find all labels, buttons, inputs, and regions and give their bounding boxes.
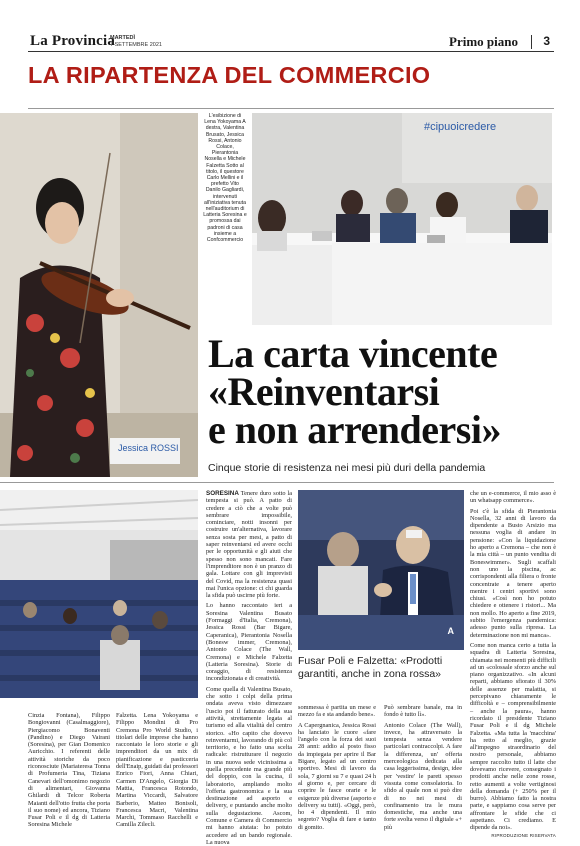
photo-violinist — [0, 113, 198, 477]
page-number: 3 — [543, 34, 550, 48]
middle-rule — [0, 482, 554, 483]
issue-day: 7 SETTEMBRE 2021 — [110, 41, 162, 48]
section-name: Primo piano — [449, 34, 518, 49]
article-col1-p2: Lo hanno raccontato ieri a Soresina Valentina Busato (Formaggi d'Italia, Cremona), Jessica Rossi (Bar Bigare, Caperanica), Pierantonia Nosella (Bonesw immer, Cremona), Antonio Colace (The Wall, Cremona) e Michele Falzetta (Latteria Soresina). Storie di coraggio, di resistenza incondizionata e di creatività. — [206, 602, 292, 683]
bottom-caption-mid: Falzetta. Lena Yokoyama e Filippo Mondini di Pro Cremona Pro World Studio, i titolari delle imprese che hanno raccontato le loro storie e gli imprenditori da un mix di pianificazione e pasticceria dell'Enaip, guidati dai professori Enrico Fiori, Anna Chiari, Carmen D'Angelo, Giorgia Di Mattia, Francesca Rotondo, Martina Viccardi, Salvatore Barberio, Matteo Bonisoli, Francesca Macri, Valentina Marchi, Tommaso Racchelli e Camilla Zilecli. — [116, 712, 198, 829]
newspaper-logo: La Provincia — [30, 33, 116, 49]
subheadline: Cinque storie di resistenza nei mesi più duri della pandemia — [208, 462, 486, 474]
photo-officials — [298, 490, 464, 650]
bottom-caption-left: Cinzia Fontana), Filippo Bongiovanni (Casalmaggiore), Piergiacomo Bonaventi (Pandino) e Diego Vairani (Soresina), per Gian Domenico Auricchio. I referenti delle attività storiche da poco riconosciute (Mariateresa Tonna di Profumeria Tina, Tiziana Canevari dell'omonimo negozio di alimentari, Giovanna Ghilardi di Telcor Roberta Maianti dell'otto frutta che porta il suo nome) ed ancora, Tiziano Fusar Poli e il dg di Latteria Soresina Michele — [28, 712, 110, 829]
photo-caption-side: L'esibizione di Lena Yokoyama A destra, Valentina Brusato, Jessica Rossi, Antonio Colace, Pierantonia Nosella e Michele Falzetta Sotto al titolo, il questore Carlo Mellini e il prefetto Vito Danilo Gagliardi, intervenuti all'iniziativa tenuta nell'auditorium di Latteria Soresina e promossa dai padroni di casa insieme a Confcommercio — [203, 113, 247, 244]
violinist-illustration — [0, 113, 198, 477]
article-col2-p2: A Capergnanica, Jessica Rossi ha lanciato le cuore «fare l'angelo con la forza dei suoi 28 anni: addio al posto fisso da impiegata per aprire il Bar Bigare, legato ad un centro sportivo. Mesi di lavoro da sola, 7 giorni su 7 e quasi 24 h al giorno e, per cercare di coprire le fasce orarie e le esigenze più diverse (asporto e delivery su tutti). «Oggi, però, ho 4 dipendenti. Il mio segreto? Voglia di fare e tanto di gomito. — [298, 721, 376, 831]
officials-illustration — [298, 490, 464, 650]
photo-letter-marker: A — [447, 626, 454, 636]
article-col4-p3: Come non manca certo a tutta la squadra di Latteria Soresina, chiamata nei momenti più difficili ad un «colossale sforzo anche sul piano organizzativo. «In alcuni reparti, abbiamo sfiorato il 30% delle assenze per malattia, si percepivano chiaramente le difficoltà e – comprensibilmente – anche la paura», hanno ricordato il presidente Tiziano Fusar Poli e il dg Michele Falzetta. «Ma tutta la 'macchina' ha retto al meglio, grazie all'impegno straordinario del nostro personale, abbiamo sempre raccolto tutto il latte che dovevamo ricevere, consegnato i prodotti anche nelle zone rosse, retto aumenti a volte vertiginosi della domanda (+ 250% per il burro). Abbiamo fatto la nostra parte, e sappiamo cosa serve per affrontare le sfide che ci aspettano. Ci crediamo. E dipende da noi». — [470, 641, 556, 832]
section-kicker: LA RIPARTENZA DEL COMMERCIO — [28, 62, 431, 88]
auditorium-illustration — [0, 490, 198, 698]
article-column-4 — [470, 490, 556, 839]
headline-line-1: La carta vincente — [208, 331, 498, 376]
article-col3-p1: Può sembrare banale, ma in fondo è tutto lì». — [384, 704, 462, 719]
headline-line-3: e non arrendersi» — [208, 407, 501, 452]
issue-date — [110, 35, 162, 48]
masthead-divider — [531, 35, 532, 49]
conference-hashtag: #cipuoicredere — [424, 121, 497, 133]
article-dateline: SORESINA — [206, 490, 239, 497]
article-column-3 — [384, 704, 462, 831]
article-copyright: RIPRODUZIONE RISERVATA — [491, 832, 556, 838]
article-col1-p3: Come quella di Valentina Busato, che sotto i colpi della prima ondata aveva visto dimezzare l'uscio poi il fatturato della sua attività, strettamente legata al turismo ed alla vitalità del centro storico. «Ho capito che dovevo reinventarmi, lavorando di più col territorio, e ho fatto una scelta radicale: ristrutturare il negozio in una nuova sede vicinissima a quella precedente ma grande più del doppio, con la cucina, il laboratorio, ampliando molto l'offerta gastronomica e la sua destinazione ad asporto e delivery, e puntando anche molto sulla degustazione. Ascom, Comune e Camera di Commercio mi hanno aiutata: ho potuto accedere ad un bando regionale. La nuova — [206, 685, 292, 846]
photo-conference-panel — [252, 113, 552, 325]
article-col4-p1: che un e-commerce, il mio asso è un whatsapp commerce». — [470, 490, 556, 505]
conference-illustration — [252, 113, 552, 325]
headline — [208, 331, 558, 452]
masthead — [28, 32, 554, 52]
violin-photo-sign: Jessica ROSSI — [118, 443, 179, 453]
article-col2-p1: sommessa è partita un mese e mezzo fa e sta andando bene». — [298, 704, 376, 719]
issue-weekday: MARTEDÌ — [110, 35, 136, 41]
photo-caption-fusar: Fusar Poli e Falzetta: «Prodotti garantiti, anche in zona rossa» — [298, 655, 443, 680]
article-col4-p2: Poi c'è la sfida di Pierantonia Nosella, 32 anni di lavoro da dipendente a Busto Arsizio ma nessuna voglia di andare in pensione: «Con la liquidazione ho aperto a Cremona – che non è la mia città – un punto vendita di Boneswimmer». Sugli scaffali non uno la piscina, ac corrispondenti alla filiera o fronte concentrate a tenere aperto mentre i centri sportivi sono chiusi. «Così non ho potuto chiedere e ottenere i ristori... Ma non mollo. Ho aperto a fine 2019, subito l'emergenza pandemica: adesso punto sulla ripresa. La determinazione non mi manca». — [470, 507, 556, 639]
top-rule — [28, 108, 554, 109]
article-col3-p2: Antonio Colace (The Wall), invece, ha attraversato la tempesta senza vendere particolari contraccolpi. A fare la differenza, un' offerta merceologica dedicata alla casa leggerissima, design, idee per 'vestire' le pareti spesso vissuta come consolatoria. Io sfido al quale non si può dire di no nei mesi di confinamento tra le mura domestiche, ma anche una forte svolta verso il digitale «+ più — [384, 721, 462, 831]
article-column-2 — [298, 704, 376, 831]
article-col1-p1: Tenere duro sotto la tempesta si può. A patto di credere a ciò che a volte può sembrare impossibile, cominciare, notti insonni per costruire un'alternativa, lavorare senza sosta per mesi, a patto di saper reinventarsi ed avere occhi per le opportunità e gli aiuti che spesso non sono mancati. Fare l'imprenditore non è un pranzo di gala. Lottare con gli imprevisti del Covid, ma la resistenza quasi mai l'unica opzione: ci chi guarda la sfida può uscirne più forte. — [206, 490, 293, 600]
photo-auditorium — [0, 490, 198, 698]
article-column-1 — [206, 490, 292, 846]
headline-line-2: «Reinventarsi — [208, 369, 440, 414]
